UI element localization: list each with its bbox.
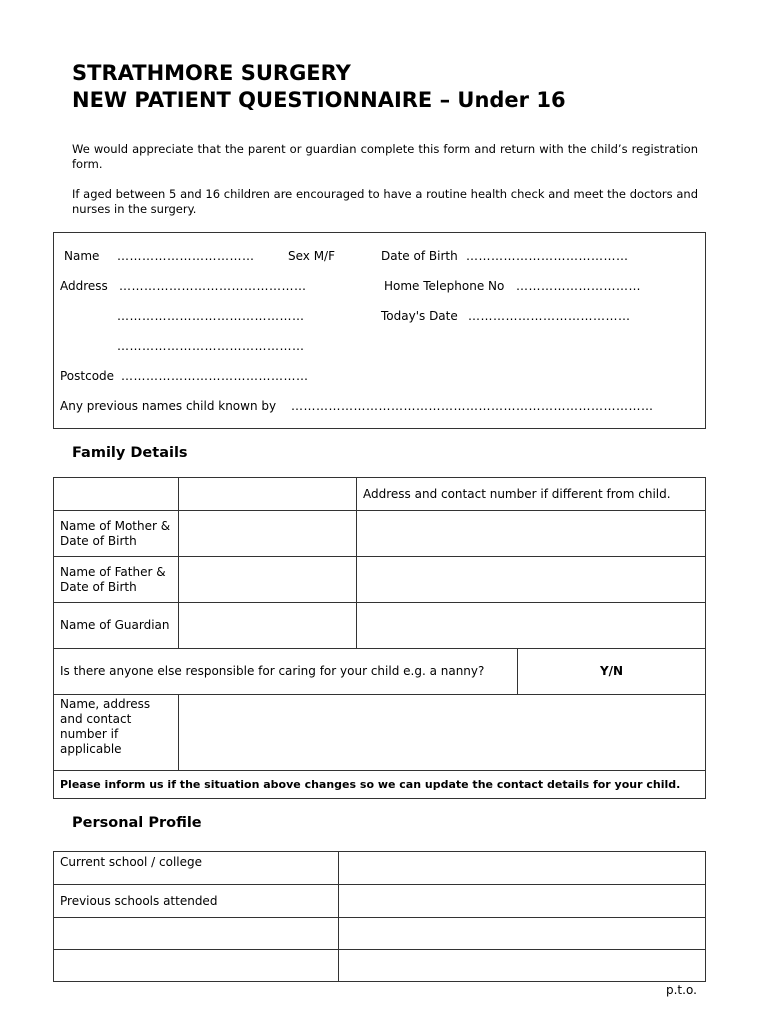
personal-profile-table: [53, 851, 706, 982]
intro-paragraph-2: If aged between 5 and 16 children are encouraged to have a routine health check and meet the doctors and nurses in the surgery.: [72, 187, 698, 216]
todays-date-field[interactable]: …………………………………: [468, 309, 631, 323]
family-header-blank-2: [179, 478, 357, 511]
mother-name-cell[interactable]: [179, 511, 357, 557]
guardian-name-cell[interactable]: [179, 603, 357, 649]
previous-names-label: Any previous names child known by: [60, 399, 277, 413]
previous-schools-cell-2[interactable]: [339, 918, 706, 950]
carer-yn-cell[interactable]: Y/N: [518, 649, 706, 695]
mother-label: Name of Mother & Date of Birth: [54, 511, 179, 557]
previous-schools-label-cell-3[interactable]: [54, 950, 339, 982]
postcode-field[interactable]: ………………………………………: [121, 369, 309, 383]
pto-note: p.t.o.: [666, 983, 697, 997]
previous-names-field[interactable]: ……………………………………………………………………………: [291, 399, 654, 413]
address-field-line2[interactable]: ………………………………………: [117, 309, 305, 323]
family-details-table: [53, 477, 706, 799]
name-label: Name: [64, 249, 100, 263]
father-name-cell[interactable]: [179, 557, 357, 603]
address-column-header: Address and contact number if different from child.: [357, 478, 706, 511]
postcode-label: Postcode: [60, 369, 115, 383]
carer-details-label: Name, address and contact number if applicable: [54, 695, 179, 771]
dob-field[interactable]: …………………………………: [466, 249, 629, 263]
page-title-line2: NEW PATIENT QUESTIONNAIRE – Under 16: [72, 88, 566, 112]
current-school-label: Current school / college: [54, 852, 339, 885]
previous-schools-cell-3[interactable]: [339, 950, 706, 982]
todays-date-label: Today's Date: [381, 309, 458, 323]
home-telephone-field[interactable]: …………………………: [516, 279, 641, 293]
guardian-label: Name of Guardian: [54, 603, 179, 649]
family-header-blank-1: [54, 478, 179, 511]
name-field[interactable]: ……………………………: [117, 249, 255, 263]
carer-question: Is there anyone else responsible for caring for your child e.g. a nanny?: [54, 649, 518, 695]
previous-schools-label-cell-2[interactable]: [54, 918, 339, 950]
address-field-line1[interactable]: ………………………………………: [119, 279, 307, 293]
intro-paragraph-1: We would appreciate that the parent or guardian complete this form and return with the child’s registration form.: [72, 142, 698, 171]
update-notice: Please inform us if the situation above changes so we can update the contact details for your child.: [54, 771, 706, 799]
home-telephone-label: Home Telephone No: [384, 279, 505, 293]
carer-details-cell[interactable]: [179, 695, 706, 771]
guardian-address-cell[interactable]: [357, 603, 706, 649]
previous-schools-label: Previous schools attended: [54, 885, 339, 918]
mother-address-cell[interactable]: [357, 511, 706, 557]
personal-profile-heading: Personal Profile: [72, 815, 202, 831]
family-details-heading: Family Details: [72, 445, 188, 461]
previous-schools-cell-1[interactable]: [339, 885, 706, 918]
father-label: Name of Father & Date of Birth: [54, 557, 179, 603]
father-address-cell[interactable]: [357, 557, 706, 603]
dob-label: Date of Birth: [381, 249, 458, 263]
sex-label: Sex M/F: [288, 249, 336, 263]
page-title-line1: STRATHMORE SURGERY: [72, 61, 351, 85]
current-school-cell[interactable]: [339, 852, 706, 885]
address-label: Address: [60, 279, 108, 293]
address-field-line3[interactable]: ………………………………………: [117, 339, 305, 353]
